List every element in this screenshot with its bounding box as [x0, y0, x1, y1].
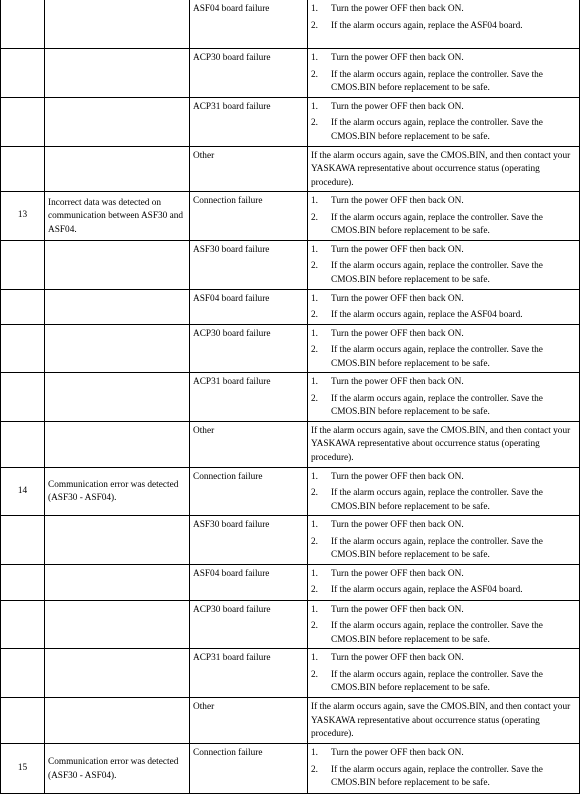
alarm-remedy-cell: [308, 467, 580, 516]
alarm-remedy-cell: [308, 600, 580, 649]
step-number: 2.: [311, 764, 318, 775]
step-number: 2.: [311, 488, 318, 498]
alarm-cause-cell: ACP31 board failure: [190, 97, 308, 146]
list-item: [311, 604, 576, 618]
step-text: Turn the power OFF then back ON.: [331, 520, 464, 530]
alarm-description-cell: [45, 421, 190, 467]
alarm-code-cell: [1, 49, 45, 98]
step-text: If the alarm occurs again, replace the controller. Save the CMOS.BIN before replacement to be safe.: [331, 764, 543, 788]
list-item: [311, 260, 576, 287]
step-number: 2.: [311, 393, 318, 404]
step-number: 1.: [311, 53, 318, 63]
table-row: [1, 97, 580, 146]
step-text: Turn the power OFF then back ON.: [331, 101, 464, 112]
step-text: Turn the power OFF then back ON.: [331, 604, 464, 615]
step-number: 1.: [311, 377, 318, 387]
step-text: If the alarm occurs again, replace the controller. Save the CMOS.BIN before replacement to be safe.: [331, 536, 543, 560]
step-number: 2.: [311, 621, 318, 631]
alarm-code-cell: [1, 289, 45, 324]
list-item: [311, 764, 576, 791]
alarm-cause-cell: ASF04 board failure: [190, 0, 308, 49]
remedy-steps-list: [311, 244, 576, 288]
alarm-description-cell: [45, 240, 190, 289]
step-text: Turn the power OFF then back ON.: [331, 328, 464, 339]
list-item: [311, 536, 576, 563]
list-item: [311, 393, 576, 420]
step-number: 1.: [311, 471, 318, 482]
table-row: [1, 192, 580, 241]
step-number: 1.: [311, 328, 318, 339]
remedy-steps-list: [311, 328, 576, 372]
alarm-table-body: [1, 0, 580, 794]
alarm-code-cell: [1, 324, 45, 373]
alarm-code-cell: 14: [1, 467, 45, 516]
list-item: [311, 344, 576, 371]
remedy-steps-list: [311, 293, 576, 323]
alarm-cause-cell: ASF30 board failure: [190, 240, 308, 289]
alarm-code-cell: [1, 421, 45, 467]
alarm-remedy-cell: [308, 373, 580, 422]
remedy-steps-list: [311, 471, 576, 515]
step-number: 2.: [311, 345, 318, 355]
list-item: [311, 747, 576, 761]
remedy-steps-list: [311, 568, 576, 598]
list-item: [311, 584, 576, 598]
remedy-text: If the alarm occurs again, save the CMOS.BIN, and then contact your YASKAWA representative about occurrence status (operating procedure).: [311, 150, 571, 188]
alarm-description-cell: [45, 0, 190, 49]
step-text: Turn the power OFF then back ON.: [331, 53, 464, 63]
step-number: 1.: [311, 604, 318, 615]
table-row: [1, 49, 580, 98]
step-text: Turn the power OFF then back ON.: [331, 568, 464, 579]
alarm-code-cell: [1, 146, 45, 192]
table-row: [1, 289, 580, 324]
alarm-cause-cell: ACP30 board failure: [190, 49, 308, 98]
table-row: [1, 324, 580, 373]
alarm-cause-cell: ACP30 board failure: [190, 600, 308, 649]
list-item: [311, 471, 576, 485]
list-item: [311, 309, 576, 323]
table-row: [1, 373, 580, 422]
list-item: [311, 669, 576, 696]
alarm-description-cell: [45, 698, 190, 744]
step-number: 2.: [311, 310, 318, 320]
alarm-remedy-cell: [308, 192, 580, 241]
step-number: 1.: [311, 748, 318, 758]
step-text: If the alarm occurs again, replace the ASF04 board.: [331, 20, 523, 31]
alarm-code-cell: 15: [1, 744, 45, 794]
step-text: If the alarm occurs again, replace the controller. Save the CMOS.BIN before replacement to be safe.: [331, 621, 543, 645]
remedy-text: If the alarm occurs again, save the CMOS.BIN, and then contact your YASKAWA representative about occurrence status (operating procedure).: [311, 425, 571, 463]
step-number: 1.: [311, 4, 318, 14]
step-number: 1.: [311, 101, 318, 112]
step-number: 2.: [311, 585, 318, 595]
list-item: [311, 195, 576, 209]
table-row: [1, 0, 580, 49]
list-item: [311, 3, 576, 17]
remedy-steps-list: [311, 52, 576, 96]
alarm-remedy-cell: [308, 744, 580, 794]
alarm-description-cell: [45, 49, 190, 98]
alarm-cause-cell: ACP30 board failure: [190, 324, 308, 373]
step-text: If the alarm occurs again, replace the controller. Save the CMOS.BIN before replacement to be safe.: [331, 212, 543, 236]
alarm-remedy-cell: [308, 516, 580, 565]
alarm-code-cell: [1, 516, 45, 565]
alarm-description-cell: [45, 600, 190, 649]
remedy-steps-list: [311, 3, 576, 33]
step-text: If the alarm occurs again, replace the controller. Save the CMOS.BIN before replacement to be safe.: [331, 261, 543, 285]
step-text: If the alarm occurs again, replace the controller. Save the CMOS.BIN before replacement to be safe.: [331, 118, 543, 142]
list-item: [311, 244, 576, 258]
alarm-cause-cell: Connection failure: [190, 744, 308, 794]
alarm-remedy-cell: [308, 49, 580, 98]
alarm-description-cell: Incorrect data was detected on communication between ASF30 and ASF04.: [45, 192, 190, 241]
table-row: [1, 421, 580, 467]
step-text: If the alarm occurs again, replace the controller. Save the CMOS.BIN before replacement to be safe.: [331, 345, 543, 369]
alarm-code-cell: [1, 0, 45, 49]
table-row: [1, 649, 580, 698]
alarm-cause-cell: ASF04 board failure: [190, 289, 308, 324]
step-text: If the alarm occurs again, replace the ASF04 board.: [331, 585, 523, 595]
step-number: 1.: [311, 293, 318, 304]
step-text: If the alarm occurs again, replace the controller. Save the CMOS.BIN before replacement to be safe.: [331, 488, 543, 512]
list-item: [311, 52, 576, 66]
step-number: 2.: [311, 69, 318, 80]
alarm-description-cell: [45, 324, 190, 373]
alarm-description-cell: [45, 373, 190, 422]
step-number: 2.: [311, 212, 318, 223]
alarm-remedy-cell: [308, 324, 580, 373]
step-text: If the alarm occurs again, replace the controller. Save the CMOS.BIN before replacement to be safe.: [331, 393, 543, 417]
table-row: [1, 516, 580, 565]
list-item: [311, 20, 576, 34]
list-item: [311, 293, 576, 307]
alarm-description-cell: Communication error was detected (ASF30 - ASF04).: [45, 467, 190, 516]
alarm-cause-cell: ASF30 board failure: [190, 516, 308, 565]
step-number: 2.: [311, 261, 318, 271]
list-item: [311, 69, 576, 96]
step-text: Turn the power OFF then back ON.: [331, 196, 464, 206]
step-number: 2.: [311, 20, 318, 31]
list-item: [311, 568, 576, 582]
list-item: [311, 376, 576, 390]
list-item: [311, 212, 576, 239]
step-number: 1.: [311, 196, 318, 206]
table-row: [1, 698, 580, 744]
step-text: Turn the power OFF then back ON.: [331, 748, 464, 758]
alarm-remedy-cell: [308, 0, 580, 49]
step-number: 1.: [311, 568, 318, 579]
list-item: [311, 620, 576, 647]
list-item: [311, 101, 576, 115]
table-row: [1, 744, 580, 794]
table-row: [1, 564, 580, 600]
alarm-description-cell: [45, 649, 190, 698]
step-number: 1.: [311, 520, 318, 530]
table-row: [1, 146, 580, 192]
table-row: [1, 240, 580, 289]
step-text: Turn the power OFF then back ON.: [331, 244, 464, 255]
alarm-cause-cell: Connection failure: [190, 467, 308, 516]
alarm-code-cell: [1, 600, 45, 649]
step-text: Turn the power OFF then back ON.: [331, 653, 464, 663]
list-item: [311, 487, 576, 514]
step-number: 1.: [311, 244, 318, 255]
alarm-remedy-cell: [308, 289, 580, 324]
alarm-cause-cell: Other: [190, 146, 308, 192]
step-text: Turn the power OFF then back ON.: [331, 293, 464, 304]
remedy-steps-list: [311, 101, 576, 145]
list-item: [311, 652, 576, 666]
remedy-steps-list: [311, 652, 576, 696]
alarm-code-cell: 13: [1, 192, 45, 241]
alarm-remedy-cell: [308, 649, 580, 698]
alarm-cause-cell: Other: [190, 698, 308, 744]
alarm-remedy-cell: [308, 698, 580, 744]
alarm-remedy-cell: [308, 564, 580, 600]
alarm-cause-cell: Connection failure: [190, 192, 308, 241]
table-row: [1, 600, 580, 649]
remedy-steps-list: [311, 604, 576, 648]
alarm-code-cell: [1, 698, 45, 744]
remedy-steps-list: [311, 195, 576, 239]
list-item: [311, 328, 576, 342]
step-number: 2.: [311, 536, 318, 547]
alarm-code-cell: [1, 649, 45, 698]
step-text: Turn the power OFF then back ON.: [331, 471, 464, 482]
step-text: Turn the power OFF then back ON.: [331, 4, 464, 14]
step-text: If the alarm occurs again, replace the controller. Save the CMOS.BIN before replacement to be safe.: [331, 669, 543, 693]
alarm-description-cell: Communication error was detected (ASF30 - ASF04).: [45, 744, 190, 794]
alarm-description-cell: [45, 97, 190, 146]
step-text: Turn the power OFF then back ON.: [331, 377, 464, 387]
alarm-cause-cell: ASF04 board failure: [190, 564, 308, 600]
table-row: [1, 467, 580, 516]
alarm-description-cell: [45, 516, 190, 565]
alarm-code-cell: [1, 564, 45, 600]
alarm-code-cell: [1, 373, 45, 422]
remedy-steps-list: [311, 376, 576, 420]
alarm-remedy-cell: [308, 97, 580, 146]
alarm-code-cell: [1, 97, 45, 146]
list-item: [311, 117, 576, 144]
alarm-remedy-cell: [308, 421, 580, 467]
step-number: 2.: [311, 118, 318, 128]
alarm-description-cell: [45, 289, 190, 324]
alarm-cause-cell: Other: [190, 421, 308, 467]
alarm-remedy-cell: [308, 146, 580, 192]
alarm-description-cell: [45, 146, 190, 192]
remedy-steps-list: [311, 747, 576, 791]
remedy-steps-list: [311, 519, 576, 563]
list-item: [311, 519, 576, 533]
alarm-description-cell: [45, 564, 190, 600]
alarm-code-cell: [1, 240, 45, 289]
step-number: 1.: [311, 653, 318, 663]
step-text: If the alarm occurs again, replace the ASF04 board.: [331, 310, 523, 320]
alarm-cause-cell: ACP31 board failure: [190, 649, 308, 698]
remedy-text: If the alarm occurs again, save the CMOS.BIN, and then contact your YASKAWA representative about occurrence status (operating procedure).: [311, 702, 571, 739]
alarm-remedy-cell: [308, 240, 580, 289]
step-number: 2.: [311, 669, 318, 680]
alarm-cause-cell: ACP31 board failure: [190, 373, 308, 422]
step-text: If the alarm occurs again, replace the controller. Save the CMOS.BIN before replacement to be safe.: [331, 69, 543, 93]
